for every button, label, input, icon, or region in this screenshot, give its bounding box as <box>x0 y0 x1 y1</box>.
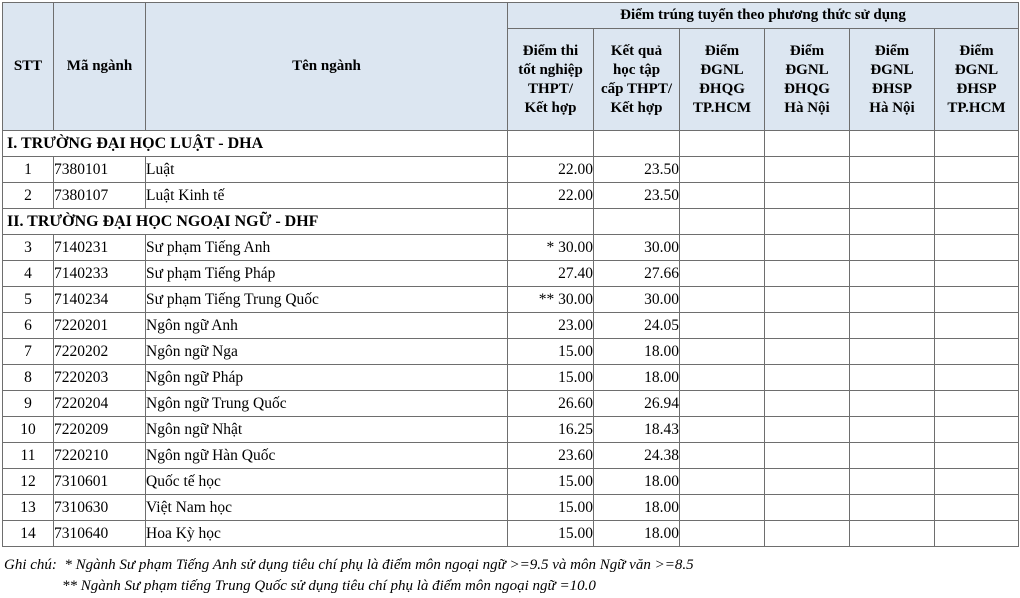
score-transcript-cell: 30.00 <box>594 235 680 261</box>
method-header-line: Điểm <box>874 42 910 59</box>
empty-cell <box>935 469 1019 495</box>
stt-cell: 9 <box>3 391 54 417</box>
empty-cell <box>935 157 1019 183</box>
empty-cell <box>850 521 935 547</box>
stt-cell: 13 <box>3 495 54 521</box>
score-thpt-cell: 15.00 <box>508 365 594 391</box>
table-row <box>3 417 1019 443</box>
method-header-line: Điểm thi <box>522 42 579 59</box>
major-name-cell: Sư phạm Tiếng Anh <box>146 235 508 261</box>
stt-cell: 2 <box>3 183 54 209</box>
empty-cell <box>680 339 765 365</box>
score-thpt-cell: 22.00 <box>508 157 594 183</box>
method-header-line: ĐHQG <box>699 80 745 97</box>
empty-cell <box>850 183 935 209</box>
table-row <box>3 313 1019 339</box>
note-1 <box>4 555 694 576</box>
note-1-text: * Ngành Sư phạm Tiếng Anh sử dụng tiêu chí phụ là điểm môn ngoại ngữ >=9.5 và môn Ngữ văn >=8.5 <box>64 557 694 573</box>
score-thpt-cell: 26.60 <box>508 391 594 417</box>
method-header-line: ĐHSP <box>871 80 912 97</box>
major-code-cell: 7140234 <box>54 287 146 313</box>
table-row <box>3 339 1019 365</box>
empty-cell <box>508 209 594 235</box>
method-header-line: Kết hợp <box>610 99 663 116</box>
table-row <box>3 157 1019 183</box>
empty-cell <box>850 209 935 235</box>
major-name-cell: Ngôn ngữ Hàn Quốc <box>146 443 508 469</box>
score-thpt-cell: 16.25 <box>508 417 594 443</box>
table-row <box>3 183 1019 209</box>
major-code-cell: 7220202 <box>54 339 146 365</box>
empty-cell <box>935 183 1019 209</box>
score-transcript-cell: 24.05 <box>594 313 680 339</box>
table-row <box>3 391 1019 417</box>
table-row <box>3 365 1019 391</box>
major-code-cell: 7380101 <box>54 157 146 183</box>
empty-cell <box>935 365 1019 391</box>
stt-cell: 8 <box>3 365 54 391</box>
empty-cell <box>594 131 680 157</box>
major-name-cell: Quốc tế học <box>146 469 508 495</box>
major-name-cell: Luật <box>146 157 508 183</box>
empty-cell <box>935 261 1019 287</box>
score-thpt-cell: 15.00 <box>508 495 594 521</box>
method-header-line: tốt nghiệp <box>518 61 583 78</box>
empty-cell <box>935 391 1019 417</box>
empty-cell <box>765 287 850 313</box>
major-code-cell: 7220201 <box>54 313 146 339</box>
stt-cell: 12 <box>3 469 54 495</box>
empty-cell <box>680 287 765 313</box>
method-header-line: ĐGNL <box>700 61 744 78</box>
empty-cell <box>850 443 935 469</box>
score-thpt-cell: 15.00 <box>508 339 594 365</box>
major-code-cell: 7220210 <box>54 443 146 469</box>
empty-cell <box>850 131 935 157</box>
method-header-line: Điểm <box>789 42 825 59</box>
major-code-cell: 7380107 <box>54 183 146 209</box>
major-name-cell: Ngôn ngữ Anh <box>146 313 508 339</box>
empty-cell <box>680 443 765 469</box>
empty-cell <box>935 417 1019 443</box>
major-code-cell: 7220204 <box>54 391 146 417</box>
empty-cell <box>765 391 850 417</box>
empty-cell <box>850 235 935 261</box>
empty-cell <box>765 131 850 157</box>
empty-cell <box>935 521 1019 547</box>
score-thpt-cell: 15.00 <box>508 469 594 495</box>
empty-cell <box>850 365 935 391</box>
major-code-cell: 7140233 <box>54 261 146 287</box>
score-transcript-cell: 26.94 <box>594 391 680 417</box>
col-header-stt: STT <box>3 3 54 131</box>
empty-cell <box>508 131 594 157</box>
table-row <box>3 495 1019 521</box>
table-row <box>3 287 1019 313</box>
major-code-cell: 7220209 <box>54 417 146 443</box>
method-header-line: Hà Nội <box>869 99 915 116</box>
empty-cell <box>765 417 850 443</box>
empty-cell <box>935 443 1019 469</box>
empty-cell <box>935 209 1019 235</box>
empty-cell <box>850 391 935 417</box>
empty-cell <box>680 391 765 417</box>
stt-cell: 1 <box>3 157 54 183</box>
empty-cell <box>850 495 935 521</box>
empty-cell <box>680 261 765 287</box>
empty-cell <box>680 313 765 339</box>
major-name-cell: Sư phạm Tiếng Trung Quốc <box>146 287 508 313</box>
empty-cell <box>765 183 850 209</box>
empty-cell <box>850 313 935 339</box>
empty-cell <box>935 495 1019 521</box>
empty-cell <box>680 469 765 495</box>
col-header-method-2 <box>594 29 680 131</box>
stt-cell: 10 <box>3 417 54 443</box>
empty-cell <box>935 339 1019 365</box>
method-header-line: Kết hợp <box>524 99 577 116</box>
major-name-cell: Sư phạm Tiếng Pháp <box>146 261 508 287</box>
major-name-cell: Ngôn ngữ Nga <box>146 339 508 365</box>
method-header-line: Hà Nội <box>784 99 830 116</box>
empty-cell <box>765 443 850 469</box>
score-thpt-cell: * 30.00 <box>508 235 594 261</box>
method-header-line: học tập <box>612 61 661 78</box>
empty-cell <box>935 235 1019 261</box>
score-thpt-cell: 23.60 <box>508 443 594 469</box>
empty-cell <box>850 469 935 495</box>
col-header-method-1 <box>508 29 594 131</box>
notes <box>4 555 694 597</box>
notes-label: Ghi chú: <box>4 557 57 573</box>
stt-cell: 5 <box>3 287 54 313</box>
empty-cell <box>765 365 850 391</box>
section-title: I. TRƯỜNG ĐẠI HỌC LUẬT - DHA <box>3 131 508 157</box>
empty-cell <box>594 209 680 235</box>
empty-cell <box>680 417 765 443</box>
method-header-line: ĐGNL <box>785 61 829 78</box>
score-thpt-cell: 23.00 <box>508 313 594 339</box>
score-thpt-cell: ** 30.00 <box>508 287 594 313</box>
major-code-cell: 7140231 <box>54 235 146 261</box>
score-thpt-cell: 27.40 <box>508 261 594 287</box>
major-name-cell: Ngôn ngữ Pháp <box>146 365 508 391</box>
score-transcript-cell: 30.00 <box>594 287 680 313</box>
empty-cell <box>680 495 765 521</box>
empty-cell <box>765 339 850 365</box>
col-header-group: Điểm trúng tuyển theo phương thức sử dụng <box>508 3 1019 29</box>
empty-cell <box>765 261 850 287</box>
col-header-method-3 <box>680 29 765 131</box>
section-row <box>3 209 1019 235</box>
major-name-cell: Việt Nam học <box>146 495 508 521</box>
section-row <box>3 131 1019 157</box>
col-header-method-5 <box>850 29 935 131</box>
col-header-method-6 <box>935 29 1019 131</box>
score-transcript-cell: 18.00 <box>594 469 680 495</box>
major-name-cell: Ngôn ngữ Nhật <box>146 417 508 443</box>
stt-cell: 6 <box>3 313 54 339</box>
major-name-cell: Ngôn ngữ Trung Quốc <box>146 391 508 417</box>
major-code-cell: 7310630 <box>54 495 146 521</box>
method-header-line: Kết quả <box>610 42 663 59</box>
table-row <box>3 261 1019 287</box>
empty-cell <box>850 287 935 313</box>
table-row <box>3 521 1019 547</box>
score-transcript-cell: 18.43 <box>594 417 680 443</box>
empty-cell <box>765 495 850 521</box>
empty-cell <box>680 365 765 391</box>
col-header-code: Mã ngành <box>54 3 146 131</box>
stt-cell: 14 <box>3 521 54 547</box>
score-transcript-cell: 23.50 <box>594 183 680 209</box>
major-code-cell: 7220203 <box>54 365 146 391</box>
empty-cell <box>680 131 765 157</box>
method-header-line: cấp THPT/ <box>601 80 672 97</box>
empty-cell <box>680 521 765 547</box>
method-header-line: ĐGNL <box>870 61 914 78</box>
empty-cell <box>850 157 935 183</box>
score-thpt-cell: 15.00 <box>508 521 594 547</box>
method-header-line: ĐHSP <box>956 80 997 97</box>
stt-cell: 11 <box>3 443 54 469</box>
method-header-line: TP.HCM <box>947 99 1006 116</box>
method-header-line: ĐHQG <box>784 80 830 97</box>
note-2: ** Ngành Sư phạm tiếng Trung Quốc sử dụng tiêu chí phụ là điểm môn ngoại ngữ =10.0 <box>62 578 596 594</box>
score-transcript-cell: 27.66 <box>594 261 680 287</box>
method-header-line: TP.HCM <box>692 99 752 116</box>
score-transcript-cell: 18.00 <box>594 521 680 547</box>
table-row <box>3 443 1019 469</box>
empty-cell <box>850 339 935 365</box>
admission-scores-table <box>2 2 1019 547</box>
method-header-line: Điểm <box>959 42 994 59</box>
empty-cell <box>680 183 765 209</box>
empty-cell <box>935 287 1019 313</box>
method-header-line: ĐGNL <box>954 61 999 78</box>
major-name-cell: Luật Kinh tế <box>146 183 508 209</box>
empty-cell <box>765 521 850 547</box>
score-transcript-cell: 24.38 <box>594 443 680 469</box>
empty-cell <box>680 209 765 235</box>
empty-cell <box>935 313 1019 339</box>
table-row <box>3 469 1019 495</box>
score-transcript-cell: 18.00 <box>594 495 680 521</box>
empty-cell <box>850 417 935 443</box>
empty-cell <box>935 131 1019 157</box>
stt-cell: 4 <box>3 261 54 287</box>
method-header-line: Điểm <box>704 42 740 59</box>
empty-cell <box>765 235 850 261</box>
major-name-cell: Hoa Kỳ học <box>146 521 508 547</box>
section-title: II. TRƯỜNG ĐẠI HỌC NGOẠI NGỮ - DHF <box>3 209 508 235</box>
major-code-cell: 7310601 <box>54 469 146 495</box>
stt-cell: 3 <box>3 235 54 261</box>
stt-cell: 7 <box>3 339 54 365</box>
empty-cell <box>680 235 765 261</box>
table-row <box>3 235 1019 261</box>
empty-cell <box>765 469 850 495</box>
col-header-method-4 <box>765 29 850 131</box>
score-transcript-cell: 18.00 <box>594 365 680 391</box>
score-transcript-cell: 23.50 <box>594 157 680 183</box>
method-header-line: THPT/ <box>527 80 573 97</box>
col-header-name: Tên ngành <box>146 3 508 131</box>
empty-cell <box>765 157 850 183</box>
major-code-cell: 7310640 <box>54 521 146 547</box>
empty-cell <box>850 261 935 287</box>
empty-cell <box>765 313 850 339</box>
score-transcript-cell: 18.00 <box>594 339 680 365</box>
empty-cell <box>765 209 850 235</box>
empty-cell <box>680 157 765 183</box>
score-thpt-cell: 22.00 <box>508 183 594 209</box>
